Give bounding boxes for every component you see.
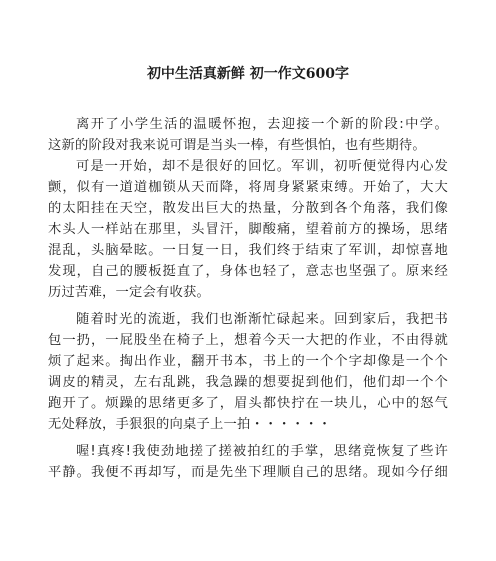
text-line: 包一扔，一屁股坐在椅子上，想着今天一大把的作业，不由得就 <box>48 333 448 348</box>
document-title: 初中生活真新鲜 初一作文600字 <box>146 66 350 82</box>
text-line: 木头人一样站在那里，头冒汗，脚酸痛，望着前方的操场，思绪 <box>48 222 448 237</box>
paragraph-1 <box>48 114 448 156</box>
text-line: 这新的阶段对我来说可谓是当头一棒，有些惧怕，也有些期待。 <box>48 138 426 153</box>
text-line: 跑开了。烦躁的思绪更多了，眉头都快拧在一块儿，心中的怒气 <box>48 396 448 411</box>
text-line: 喔!真疼!我使劲地搓了搓被拍红的手掌，思绪竟恢复了些许 <box>76 444 448 459</box>
paragraph-2 <box>48 156 448 303</box>
text-line: 烦了起来。掏出作业，翻开书本，书上的一个个字却像是一个个 <box>48 354 448 369</box>
document-body <box>48 114 448 483</box>
paragraph-4 <box>48 441 448 483</box>
text-line: 历过苦难，一定会有收获。 <box>48 285 210 300</box>
text-line: 调皮的精灵，左右乱跳，我急躁的想要捉到他们，他们却一个个 <box>48 375 448 390</box>
text-line: 可是一开始，却不是很好的回忆。军训，初听便觉得内心发 <box>76 159 448 174</box>
text-line: 发现，自己的腰板挺直了，身体也轻了，意志也坚强了。原来经 <box>48 264 448 279</box>
paragraph-3 <box>48 309 448 435</box>
text-line: 离开了小学生活的温暖怀抱，去迎接一个新的阶段:中学。 <box>76 117 448 132</box>
text-line: 的太阳挂在天空，散发出巨大的热量，分散到各个角落，我们像 <box>48 201 448 216</box>
text-line: 混乱，头脑晕眩。一日复一日，我们终于结束了军训，却惊喜地 <box>48 243 448 258</box>
text-line: 无处释放，手狠狠的向桌子上一拍・・・・・・ <box>48 417 332 432</box>
text-line: 颤，似有一道道枷锁从天而降，将周身紧紧束缚。开始了，大大 <box>48 180 448 195</box>
text-line: 随着时光的流逝，我们也渐渐忙碌起来。回到家后，我把书 <box>76 312 448 327</box>
text-line: 平静。我便不再却写，而是先坐下理顺自己的思绪。现如今仔细 <box>48 465 448 480</box>
